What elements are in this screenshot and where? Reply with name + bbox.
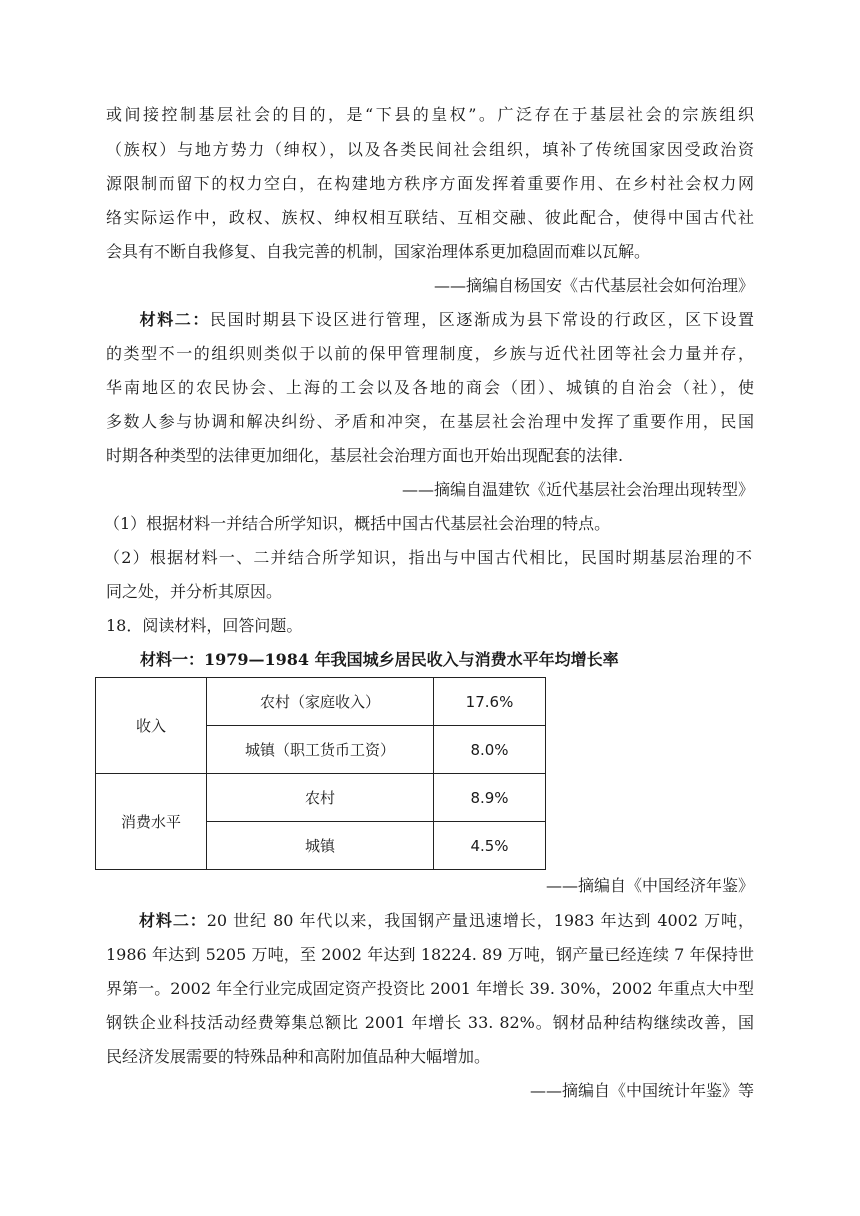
- table-cell-label: 城镇（职工货币工资）: [207, 726, 434, 774]
- question-18-heading: 18．阅读材料，回答问题。: [106, 616, 303, 635]
- material1-line-5: 会具有不断自我修复、自我完善的机制，国家治理体系更加稳固而难以瓦解。: [106, 242, 651, 261]
- material2-line-2: 的类型不一的组织则类似于以前的保甲管理制度，乡族与近代社团等社会力量并存，: [106, 344, 754, 363]
- table-group-income: 收入: [96, 678, 207, 774]
- question-17-1: （1）根据材料一并结合所学知识，概括中国古代基层社会治理的特点。: [104, 514, 611, 533]
- q18-material1-title-text: 材料一：1979—1984 年我国城乡居民收入与消费水平年均增长率: [140, 650, 619, 669]
- table-cell-label: 城镇: [207, 822, 434, 870]
- material2-line-5: 时期各种类型的法律更加细化，基层社会治理方面也开始出现配套的法律.: [106, 446, 624, 465]
- table-cell-label: 农村: [207, 774, 434, 822]
- question-17-2-cont: 同之处，并分析其原因。: [106, 582, 283, 601]
- question-17-2: （2）根据材料一、二并结合所学知识，指出与中国古代相比，民国时期基层治理的不: [104, 548, 752, 567]
- material1-line-4: 络实际运作中，政权、族权、绅权相互联结、互相交融、彼此配合，使得中国古代社: [106, 208, 754, 227]
- table-cell-value: 17.6%: [434, 678, 546, 726]
- income-consumption-table: [95, 677, 546, 870]
- q18-material2-line-5: 民经济发展需要的特殊品种和高附加值品种大幅增加。: [106, 1047, 491, 1066]
- q18-material2-text: 20 世纪 80 年代以来，我国钢产量迅速增长，1983 年达到 4002 万吨，: [206, 911, 754, 930]
- q18-material1-title: [140, 650, 788, 670]
- q18-material2-line-3: 界第一。2002 年全行业完成固定资产投资比 2001 年增长 39. 30%，2002 年重点大中型: [106, 979, 754, 998]
- table-group-consumption: 消费水平: [96, 774, 207, 870]
- table-cell-label: 农村（家庭收入）: [207, 678, 434, 726]
- table-source: ——摘编自《中国经济年鉴》: [545, 876, 754, 895]
- table-cell-value: 8.9%: [434, 774, 546, 822]
- material2-line-4: 多数人参与协调和解决纠纷、矛盾和冲突，在基层社会治理中发挥了重要作用，民国: [106, 412, 754, 431]
- q18-material2-label: 材料二：: [138, 911, 207, 930]
- material2-text: 民国时期县下设区进行管理，区逐渐成为县下常设的行政区，区下设置: [210, 310, 754, 329]
- q18-material2-line-2: 1986 年达到 5205 万吨，至 2002 年达到 18224. 89 万吨，钢产量已经连续 7 年保持世: [106, 945, 754, 964]
- material1-line-2: （族权）与地方势力（绅权），以及各类民间社会组织，填补了传统国家因受政治资: [106, 140, 754, 159]
- table-cell-value: 8.0%: [434, 726, 546, 774]
- material2-source: ——摘编自温建钦《近代基层社会治理出现转型》: [401, 480, 754, 499]
- material2-line-3: 华南地区的农民协会、上海的工会以及各地的商会（团）、城镇的自治会（社），使: [106, 378, 754, 397]
- material1-source: ——摘编自杨国安《古代基层社会如何治理》: [433, 276, 754, 295]
- table-cell-value: 4.5%: [434, 822, 546, 870]
- q18-material2-line-1: [106, 911, 754, 931]
- material1-line-3: 源限制而留下的权力空白，在构建地方秩序方面发挥着重要作用、在乡村社会权力网: [106, 174, 754, 193]
- material2-label: 材料二：: [138, 310, 210, 329]
- q18-material2-source: ——摘编自《中国统计年鉴》等: [529, 1081, 754, 1100]
- q18-material2-line-4: 钢铁企业科技活动经费筹集总额比 2001 年增长 33. 82%。钢材品种结构继续改善，国: [106, 1013, 754, 1032]
- material2-line-1: [106, 310, 754, 330]
- material1-line-1: 或间接控制基层社会的目的，是“下县的皇权”。广泛存在于基层社会的宗族组织: [106, 105, 754, 124]
